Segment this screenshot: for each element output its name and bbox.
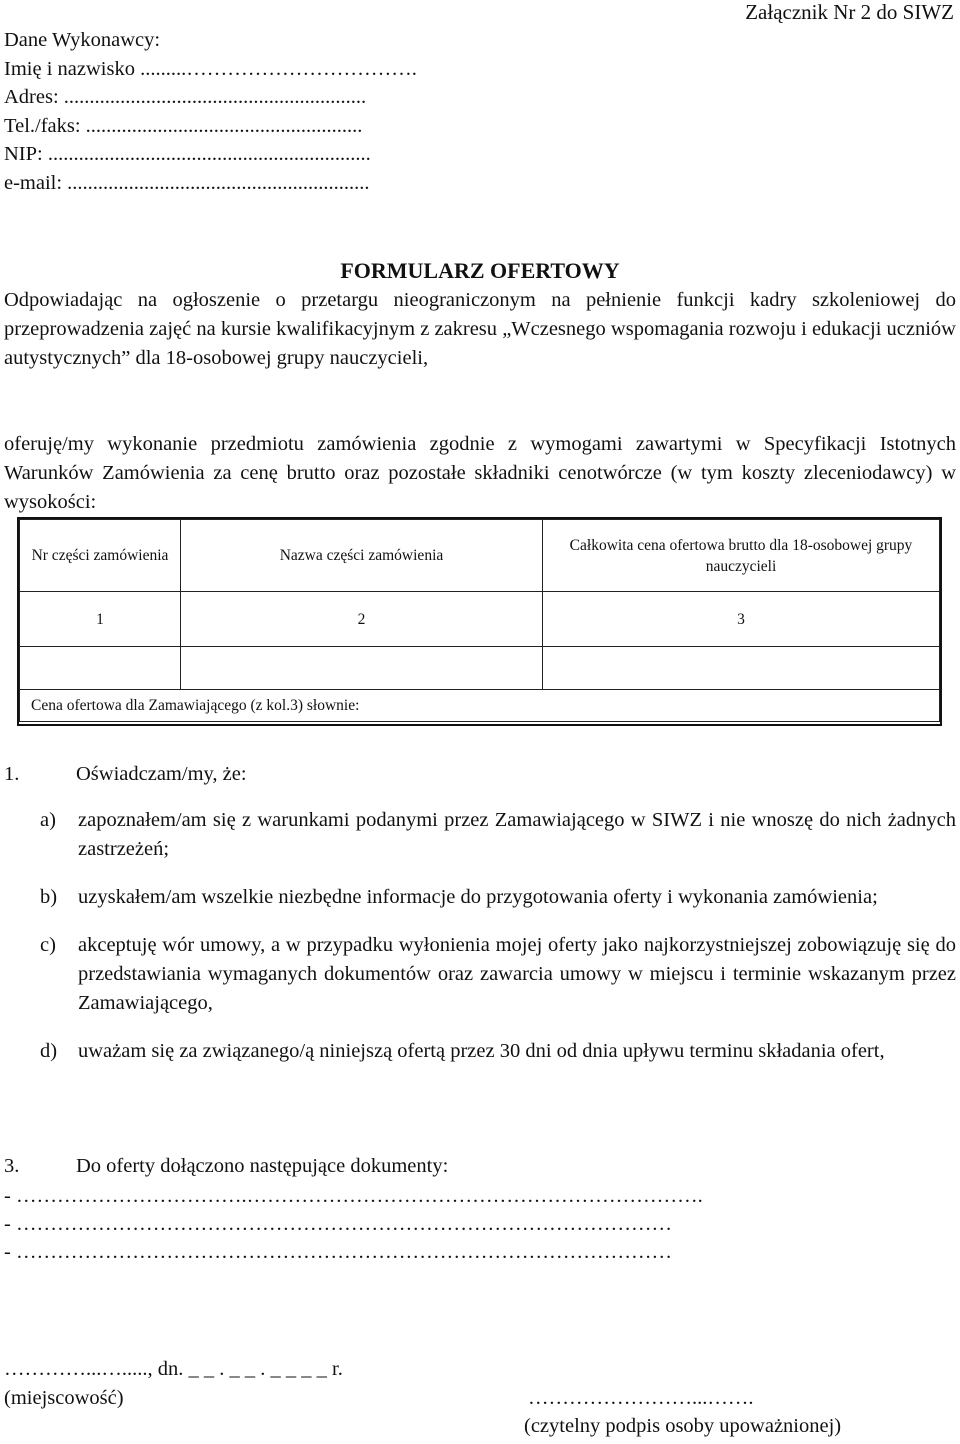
list-item-text: zapoznałem/am się z warunkami podanymi przez Zamawiającego w SIWZ i nie wnoszę do nich żadnych zastrzeżeń;: [78, 809, 956, 860]
form-title: FORMULARZ OFERTOWY: [340, 258, 620, 283]
contractor-phone-line: Tel./faks: ......................................................: [4, 114, 363, 137]
list-item-label: b): [40, 886, 58, 908]
signature-line[interactable]: ……………………...…….: [528, 1387, 754, 1409]
table-price-words-row: [20, 690, 940, 722]
list-item: [40, 883, 956, 912]
list-item: [40, 1037, 956, 1066]
documents-list: [4, 1182, 703, 1266]
offer-paragraph: oferuję/my wykonanie przedmiotu zamówienia zgodnie z wymogami zawartymi w Specyfikacji Istotnych Warunków Zamówienia za cenę brutto oraz pozostałe składniki cenotwórcze (w tym koszty zleceniodawcy) w wysokości:: [4, 433, 956, 513]
list-item-text: uważam się za związanego/ą niniejszą ofertą przez 30 dni od dnia upływu terminu składania ofert,: [78, 1040, 885, 1062]
list-item-label: a): [40, 809, 56, 831]
contractor-details: [4, 26, 417, 197]
document-line[interactable]: - ……………………………………………………………………………………: [4, 1213, 672, 1235]
table-entry-row: [20, 647, 940, 690]
column-number: 3: [543, 592, 940, 647]
intro-paragraph: Odpowiadając na ogłoszenie o przetargu nieograniczonym na pełnienie funkcji kadry szkoleniowej do przeprowadzenia zajęć na kursie kwalifikacyjnym z zakresu „Wczesnego wspomagania rozwoju i edukacji uczniów autystycznych” dla 18-osobowej grupy nauczycieli,: [4, 289, 956, 369]
document-line[interactable]: - …………………………….………………………………………………………….: [4, 1185, 703, 1207]
declarations-heading: [4, 760, 247, 789]
list-item-label: c): [40, 934, 56, 956]
column-number: 1: [20, 592, 181, 647]
signature-label: (czytelny podpis osoby upoważnionej): [524, 1415, 842, 1437]
contractor-name-line: Imię i nazwisko .........…………………………….: [4, 57, 417, 80]
entry-part-name-cell[interactable]: [181, 647, 543, 690]
documents-number: 3.: [4, 1155, 20, 1177]
contractor-title: Dane Wykonawcy:: [4, 29, 161, 51]
list-item-label: d): [40, 1040, 58, 1062]
list-item-text: akceptuję wór umowy, a w przypadku wyłonienia mojej oferty jako najkorzystniejszej zobowiązuję się do przedstawiania wymaganych dokumentów oraz zawarcia umowy w miejscu i terminie wskazanym przez Zamawiającego,: [78, 934, 956, 1014]
list-item: [40, 806, 956, 864]
annex-label: Załącznik Nr 2 do SIWZ: [745, 0, 954, 24]
documents-title: Do oferty dołączono następujące dokumenty:: [76, 1155, 449, 1177]
declarations-title: Oświadczam/my, że:: [76, 763, 247, 785]
table-header-row: [20, 520, 940, 592]
column-number: 2: [181, 592, 543, 647]
declarations-list: [40, 806, 956, 1085]
contractor-email-line: e-mail: ...........................................................: [4, 171, 370, 194]
entry-price-cell[interactable]: [543, 647, 940, 690]
documents-heading: [4, 1152, 448, 1181]
entry-part-number-cell[interactable]: [20, 647, 181, 690]
offer-price-table: [17, 517, 942, 726]
place-label: (miejscowość): [4, 1387, 124, 1409]
header-part-name: Nazwa części zamówienia: [181, 520, 543, 592]
header-part-number: Nr części zamówienia: [20, 520, 181, 592]
document-line[interactable]: - ……………………………………………………………………………………: [4, 1241, 672, 1263]
price-in-words-label: Cena ofertowa dla Zamawiającego (z kol.3) słownie:: [20, 690, 940, 722]
declarations-number: 1.: [4, 763, 20, 785]
contractor-nip-line: NIP: ...............................................................: [4, 143, 371, 165]
contractor-address-line: Adres: ...........................................................: [4, 86, 367, 108]
header-total-price: Całkowita cena ofertowa brutto dla 18-osobowej grupy nauczycieli: [543, 520, 940, 592]
table-number-row: [20, 592, 940, 647]
list-item-text: uzyskałem/am wszelkie niezbędne informacje do przygotowania oferty i wykonania zamówienia;: [78, 886, 878, 908]
place-date-line[interactable]: …………...…....., dn. _ _ . _ _ . _ _ _ _ r.: [4, 1358, 343, 1380]
list-item: [40, 931, 956, 1018]
